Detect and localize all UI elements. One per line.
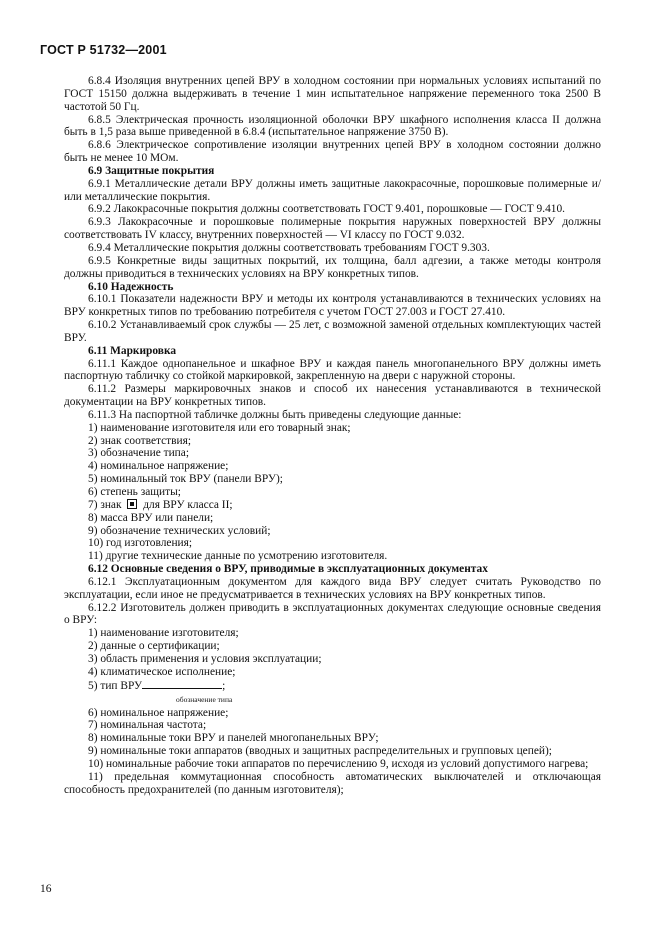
standard-header: ГОСТ Р 51732—2001 [40,43,167,57]
section-heading-6-12: 6.12 Основные сведения о ВРУ, приводимые в эксплуатационных документах [88,563,488,576]
list-item: 8) номинальные токи ВРУ и панелей многопанельных ВРУ; [88,732,379,745]
type-blank-caption: обозначение типа [176,694,233,704]
list-item: 1) наименование изготовителя; [88,627,239,640]
list-item: 9) обозначение технических условий; [88,524,271,537]
paragraph-6-9-5: 6.9.5 Конкретные виды защитных покрытий, их толщина, балл адгезии, а также методы контроля должны приводиться в технических условиях на ВРУ конкретных типов. [64,254,601,280]
list-item-5-type [64,679,601,693]
paragraph-6-11-1: 6.11.1 Каждое однопанельное и шкафное ВРУ и каждая панель многопанельного ВРУ должны иметь паспортную табличку со стойкой маркировкой, закрепленную на двери с наружной стороны. [64,357,601,383]
document-body [64,75,601,796]
list-item: 7) номинальная частота; [88,719,207,732]
list-item: 2) знак соответствия; [88,434,192,447]
list-item-11: 11) предельная коммутационная способность автоматических выключателей и отключающая способность предохранителей (по данным изготовителя); [64,770,601,796]
list-item: 10) год изготовления; [88,537,193,550]
list-item: 1) наименование изготовителя или его товарный знак; [88,421,351,434]
paragraph-6-9-2: 6.9.2 Лакокрасочные покрытия должны соответствовать ГОСТ 9.401, порошковые — ГОСТ 9.410. [88,203,566,216]
list-item: 3) область применения и условия эксплуатации; [88,652,322,665]
paragraph-6-12-1: 6.12.1 Эксплуатационным документом для каждого вида ВРУ следует считать Руководство по эксплуатации, если иное не предусматривается в технических условиях на ВРУ конкретных типов. [64,575,601,601]
paragraph-6-8-6: 6.8.6 Электрическое сопротивление изоляции внутренних цепей ВРУ в холодном состоянии должно быть не менее 10 МОм. [64,139,601,165]
list-item: 6) степень защиты; [88,486,181,498]
list-item-7 [64,499,601,512]
paragraph-6-11-3: 6.11.3 На паспортной табличке должны быть приведены следующие данные: [88,408,462,421]
section-heading-6-9: 6.9 Защитные покрытия [88,164,215,177]
paragraph-6-9-1: 6.9.1 Металлические детали ВРУ должны иметь защитные лакокрасочные, порошковые полимерные и/или металлические покрытия. [64,177,601,203]
page-number: 16 [40,883,52,895]
list-item: 2) данные о сертификации; [88,640,220,653]
list-item: 9) номинальные токи аппаратов (вводных и защитных распределительных и групповых цепей); [88,745,552,758]
section-heading-6-11: 6.11 Маркировка [88,344,177,357]
list-item-10: 10) номинальные рабочие токи аппаратов по перечислению 9, исходя из условий допустимого нагрева; [88,757,589,770]
paragraph-6-9-3: 6.9.3 Лакокрасочные и порошковые полимерные покрытия наружных поверхностей ВРУ должны соответствовать IV классу, внутренних поверхностей — VI классу по ГОСТ 9.032. [64,216,601,242]
paragraph-6-12-2: 6.12.2 Изготовитель должен приводить в эксплуатационных документах следующие основные сведения о ВРУ: [64,601,601,627]
paragraph-6-8-4: 6.8.4 Изоляция внутренних цепей ВРУ в холодном состоянии при нормальных условиях испытаний по ГОСТ 15150 должна выдерживать в течение 1 мин испытательное напряжение переменного тока 2500 В частотой 50 Гц. [64,75,601,113]
list-item: 6) номинальное напряжение; [88,706,229,719]
list-item-5-prefix: 5) тип ВРУ [88,679,143,692]
list-item: 11) другие технические данные по усмотрению изготовителя. [88,550,388,563]
paragraph-6-8-5: 6.8.5 Электрическая прочность изоляционной оболочки ВРУ шкафного исполнения класса II должна быть в 1,5 раза выше приведенной в 6.8.4 (испытательное напряжение 3750 В). [64,113,601,139]
paragraph-6-10-1: 6.10.1 Показатели надежности ВРУ и методы их контроля устанавливаются в технических условиях на ВРУ конкретных типов по требованию потребителя с учетом ГОСТ 27.003 и ГОСТ 27.410. [64,293,601,319]
list-item-5-suffix: ; [222,679,226,692]
list-item: 5) номинальный ток ВРУ (панели ВРУ); [88,473,283,486]
list-item: 4) климатическое исполнение; [88,665,236,678]
type-blank-line [142,679,222,689]
list-item: 8) масса ВРУ или панели; [88,511,214,524]
section-heading-6-10: 6.10 Надежность [88,280,174,293]
paragraph-6-9-4: 6.9.4 Металлические покрытия должны соответствовать требованиям ГОСТ 9.303. [88,241,490,254]
paragraph-6-11-2: 6.11.2 Размеры маркировочных знаков и способ их нанесения устанавливаются в технической документации на ВРУ конкретных типов. [64,383,601,409]
list-item: 3) обозначение типа; [88,447,189,460]
list-item: 4) номинальное напряжение; [88,460,229,473]
paragraph-6-10-2: 6.10.2 Устанавливаемый срок службы — 25 лет, с возможной заменой отдельных комплектующих частей ВРУ. [64,319,601,344]
class-ii-insulation-icon [127,499,137,509]
list-item-7-prefix: 7) знак [88,498,122,511]
list-item-7-suffix: для ВРУ класса II; [143,498,233,511]
